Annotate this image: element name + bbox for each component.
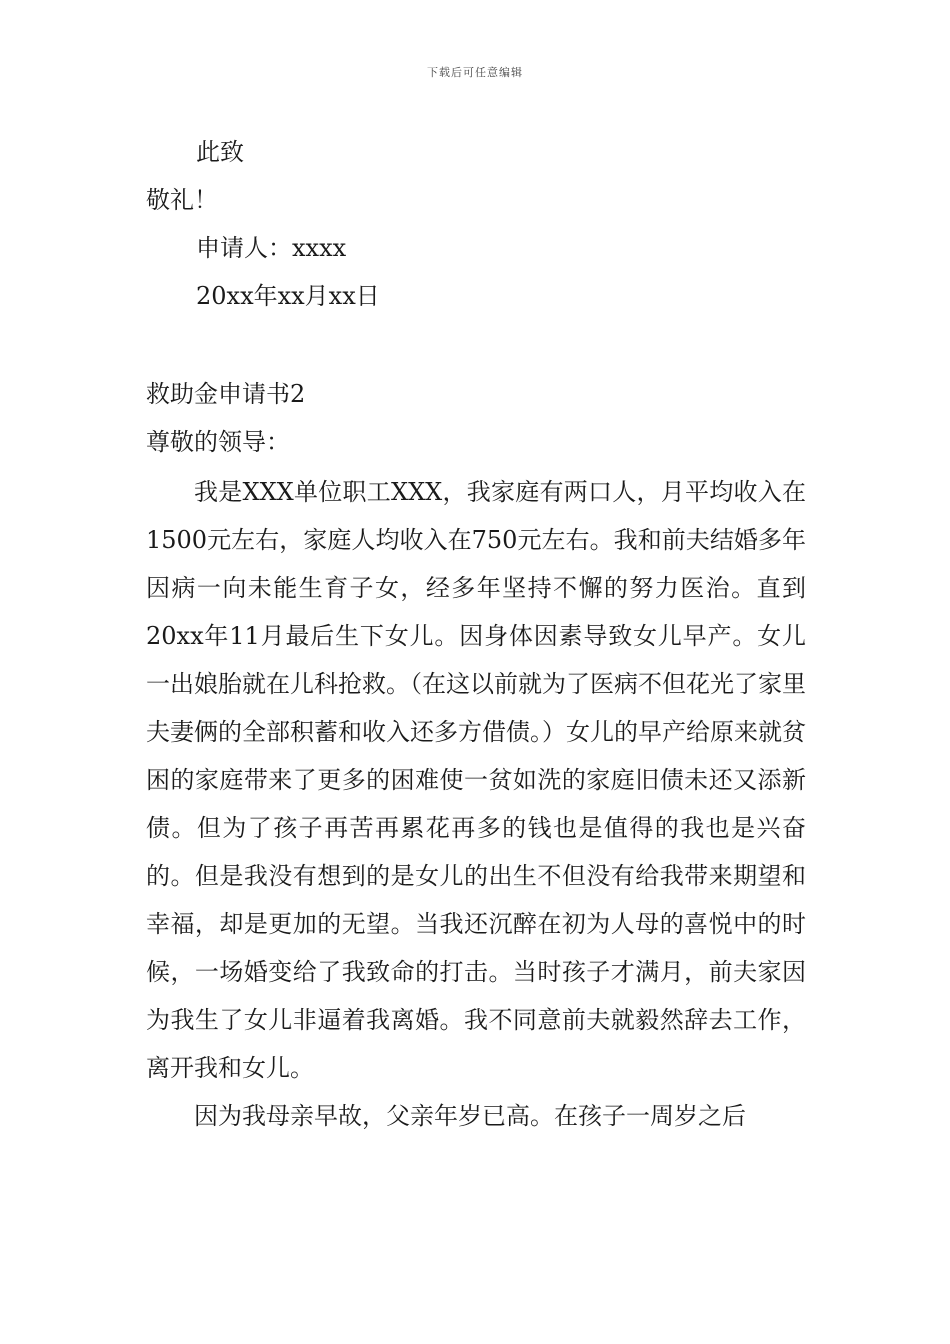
closing-salutation-2: 敬礼！ xyxy=(146,186,218,214)
letter-greeting: 尊敬的领导： xyxy=(146,428,290,456)
applicant-line: 申请人：xxxx xyxy=(196,234,347,262)
header-note: 下载后可任意编辑 xyxy=(427,66,523,79)
date-line: 20xx年xx月xx日 xyxy=(196,282,380,310)
body-paragraph-1: 我是XXX单位职工XXX，我家庭有两口人，月平均收入在1500元左右，家庭人均收入在750元左右。我和前夫结婚多年因病一向未能生育子女，经多年坚持不懈的努力医治。直到20xx年11月最后生下女儿。因身体因素导致女儿早产。女儿一出娘胎就在儿科抢救。（在这以前就为了医病不但花光了家里夫妻俩的全部积蓄和收入还多方借债。）女儿的早产给原来就贫困的家庭带来了更多的困难使一贫如洗的家庭旧债未还又添新债。但为了孩子再苦再累花再多的钱也是值得的我也是兴奋的。但是我没有想到的是女儿的出生不但没有给我带来期望和幸福，却是更加的无望。当我还沉醉在初为人母的喜悦中的时候，一场婚变给了我致命的打击。当时孩子才满月，前夫家因为我生了女儿非逼着我离婚。我不同意前夫就毅然辞去工作，离开我和女儿。 xyxy=(146,478,806,1082)
document-page xyxy=(146,128,806,1140)
body-paragraph-2: 因为我母亲早故，父亲年岁已高。在孩子一周岁之后 xyxy=(194,1102,746,1130)
closing-salutation-1: 此致 xyxy=(196,138,244,166)
letter-title: 救助金申请书2 xyxy=(146,380,306,408)
section-gap xyxy=(146,320,806,370)
